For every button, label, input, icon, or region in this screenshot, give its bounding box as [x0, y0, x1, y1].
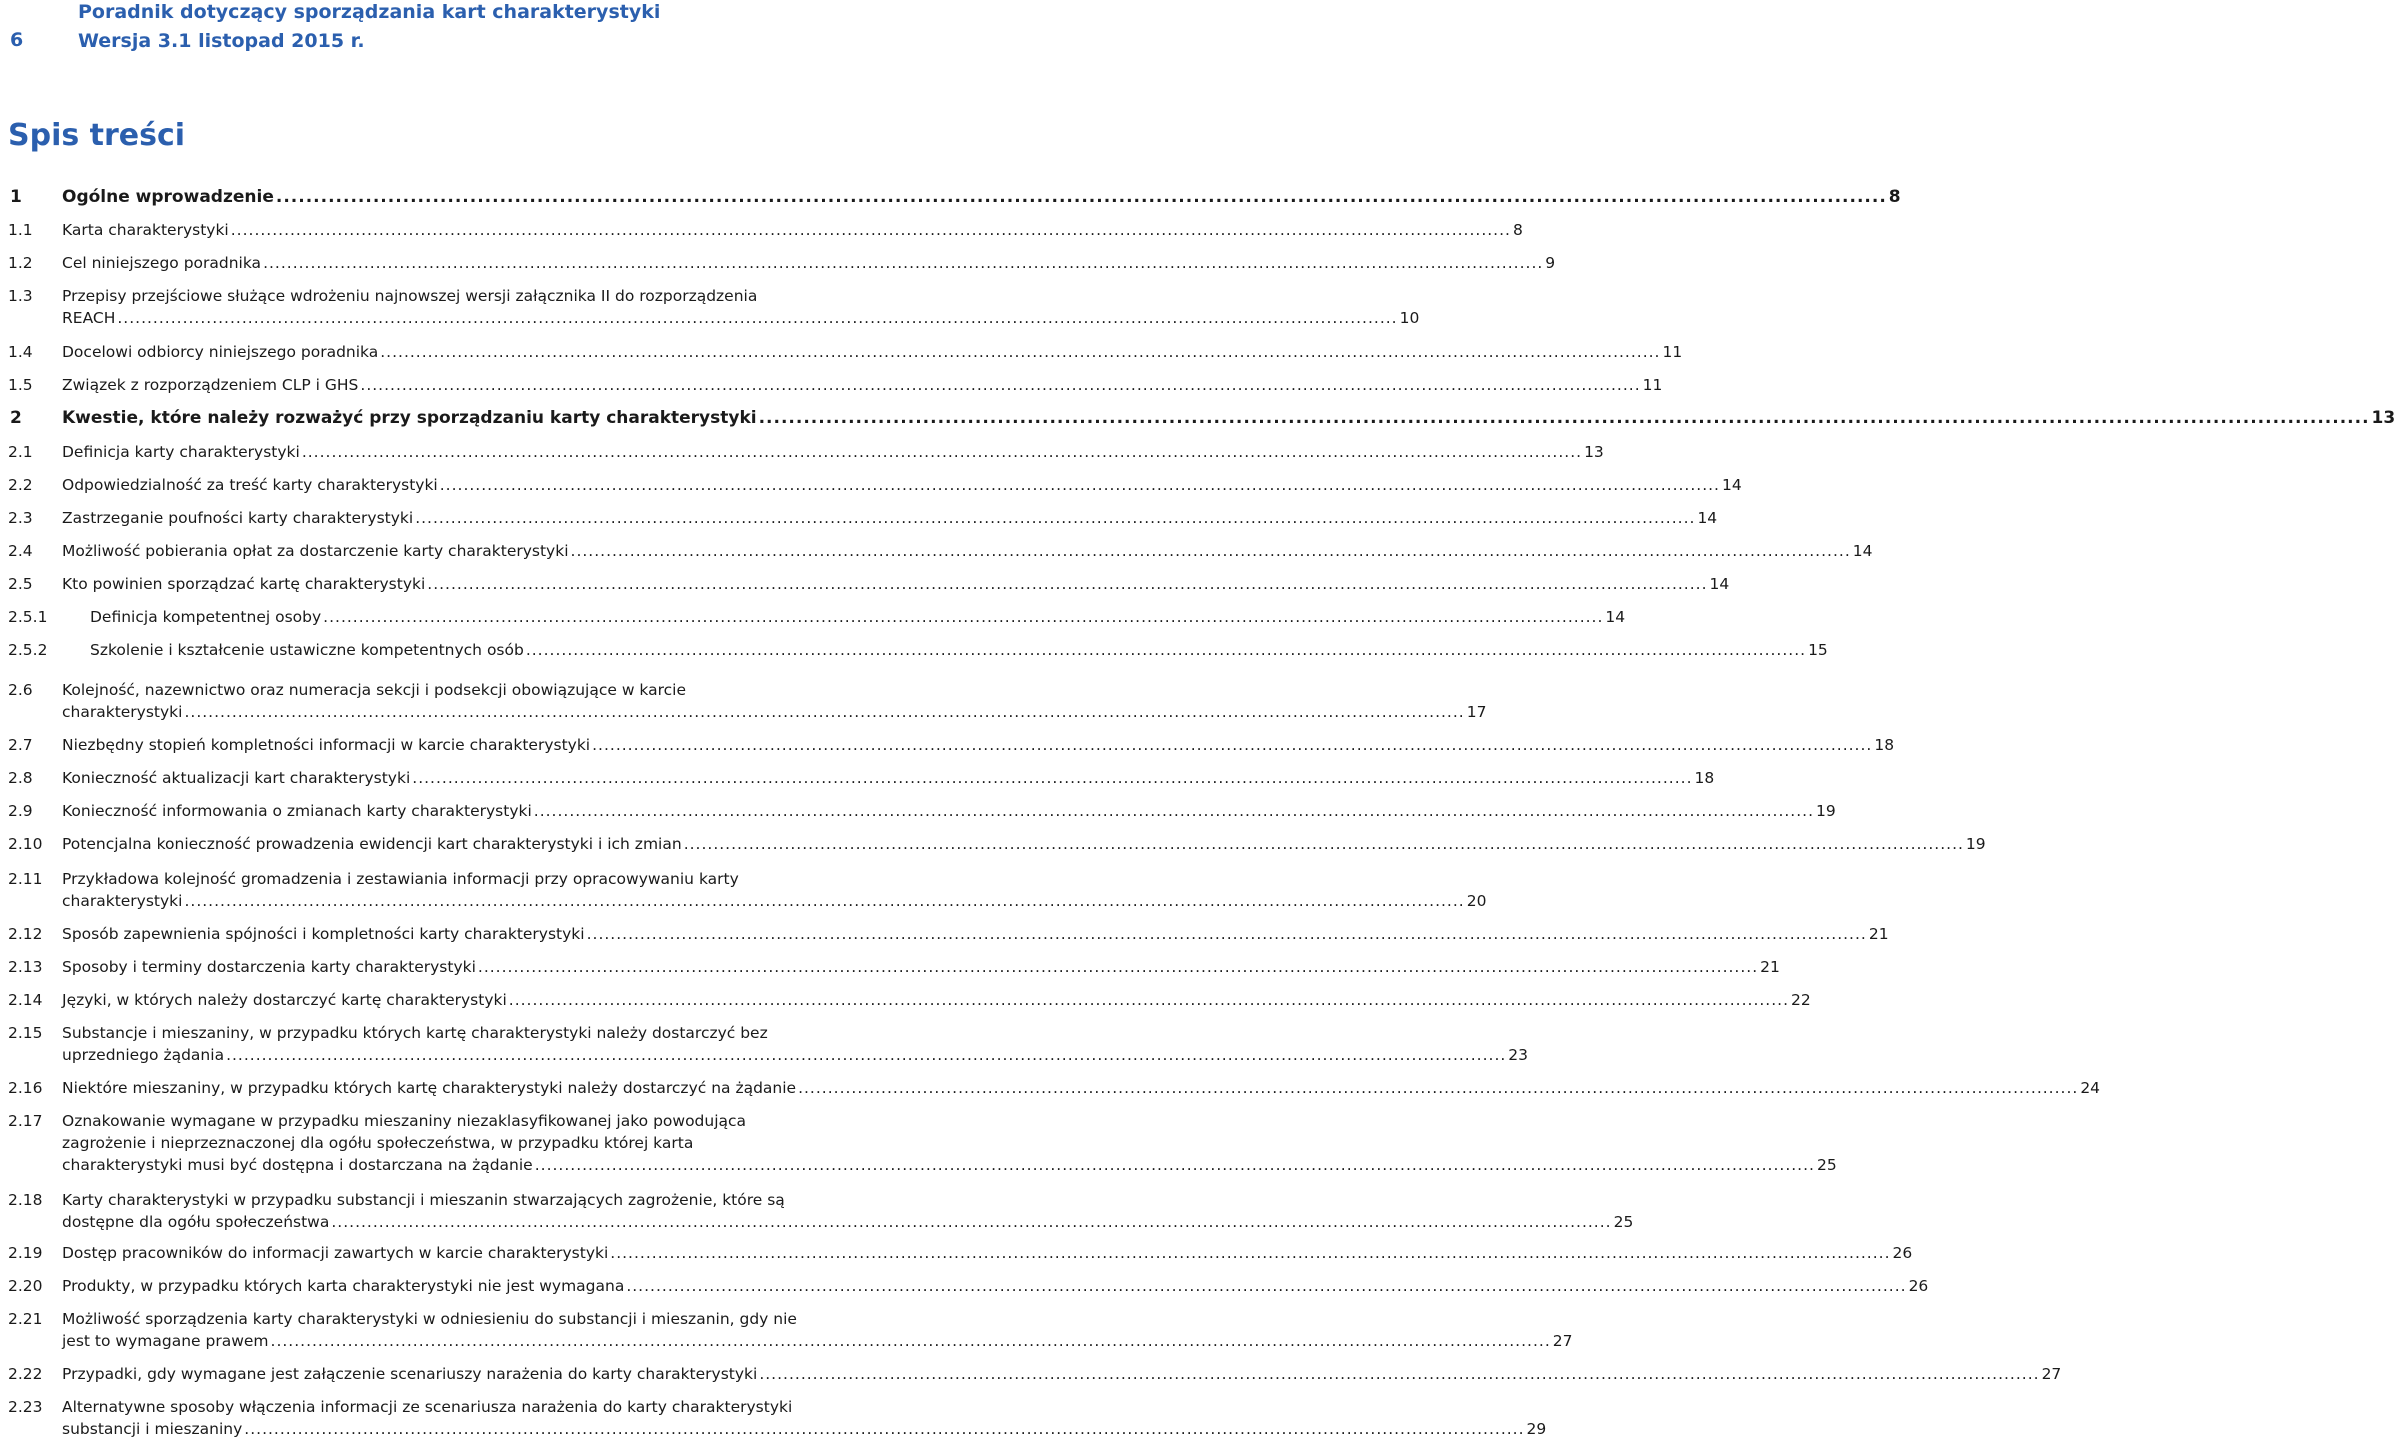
toc-entry-title: Cel niniejszego poradnika	[62, 254, 262, 272]
toc-entry-title: dostępne dla ogółu społeczeństwa	[62, 1213, 330, 1231]
toc-entry-number: 2.20	[8, 1277, 43, 1295]
toc-entry-page: 21	[1868, 925, 1889, 943]
toc-entry-page: 26	[1892, 1244, 1913, 1262]
toc-entry-title: Dostęp pracowników do informacji zawartych w karcie charakterystyki	[62, 1244, 609, 1262]
toc-entry-number: 1.1	[8, 221, 33, 239]
dot-leader	[276, 186, 1887, 208]
toc-entry-title: charakterystyki	[62, 892, 183, 910]
toc-entry-title: charakterystyki	[62, 703, 183, 721]
toc-entry-title: REACH	[62, 309, 116, 327]
toc-entry-number: 2.22	[8, 1365, 43, 1383]
toc-entry-title: Sposób zapewnienia spójności i kompletności karty charakterystyki	[62, 925, 585, 943]
toc-entry-page: 10	[1399, 309, 1420, 327]
toc-entry-page: 14	[1605, 608, 1626, 626]
toc-entry-page: 14	[1852, 542, 1873, 560]
toc-entry-page: 22	[1791, 991, 1811, 1009]
toc-entry-number: 2.2	[8, 476, 33, 494]
dot-leader	[535, 1154, 1815, 1176]
toc-entry-title: Przepisy przejściowe służące wdrożeniu najnowszej wersji załącznika II do rozporządzenia	[62, 287, 758, 305]
dot-leader	[610, 1242, 1890, 1264]
toc-entry-title: Definicja karty charakterystyki	[62, 443, 300, 461]
dot-leader	[380, 341, 1660, 363]
toc-entry-title: Możliwość sporządzenia karty charakterystyki w odniesieniu do substancji i mieszanin, gdy nie	[62, 1310, 797, 1328]
toc-entry-title: Karty charakterystyki w przypadku substancji i mieszanin stwarzających zagrożenie, które są	[62, 1191, 785, 1209]
toc-entry-title: Oznakowanie wymagane w przypadku mieszaniny niezaklasyfikowanej jako powodująca	[62, 1112, 747, 1130]
dot-leader	[626, 1275, 1906, 1297]
toc-entry-number: 2.12	[8, 925, 43, 943]
toc-entry-page: 11	[1642, 376, 1663, 394]
toc-entry-page: 13	[1584, 443, 1604, 461]
toc-entry-title: Sposoby i terminy dostarczenia karty charakterystyki	[62, 958, 476, 976]
toc-entry-number: 2.13	[8, 958, 43, 976]
toc-entry-title: charakterystyki musi być dostępna i dostarczana na żądanie	[62, 1156, 533, 1174]
toc-entry-page: 8	[1888, 187, 1901, 207]
dot-leader	[587, 923, 1867, 945]
toc-entry-number: 1.4	[8, 343, 33, 361]
toc-entry-number: 2.6	[8, 681, 33, 699]
dot-leader	[684, 833, 1964, 855]
toc-entry-number: 2.1	[8, 443, 33, 461]
dot-leader	[798, 1077, 2078, 1099]
toc-entry-page: 19	[1816, 802, 1836, 820]
page-header	[0, 0, 960, 50]
dot-leader	[360, 374, 1640, 396]
dot-leader	[415, 507, 1695, 529]
dot-leader	[263, 252, 1543, 274]
toc-entry-page: 11	[1662, 343, 1683, 361]
dot-leader	[526, 639, 1806, 661]
toc-entry-number: 2.7	[8, 736, 33, 754]
dot-leader	[592, 734, 1872, 756]
toc-entry-title: Języki, w których należy dostarczyć kartę charakterystyki	[62, 991, 507, 1009]
dot-leader	[323, 606, 1603, 628]
toc-entry-page: 26	[1908, 1277, 1929, 1295]
toc-entry-number: 2.11	[8, 870, 43, 888]
toc-entry-number: 2.16	[8, 1079, 43, 1097]
toc-entry-title: Szkolenie i kształcenie ustawiczne kompetentnych osób	[90, 641, 524, 659]
dot-leader	[271, 1330, 1551, 1352]
dot-leader	[478, 956, 1758, 978]
toc-entry-number: 2.5.1	[8, 608, 48, 626]
toc-entry-number: 2.23	[8, 1398, 43, 1416]
dot-leader	[534, 800, 1814, 822]
toc-entry-page: 8	[1512, 221, 1523, 239]
toc-entry-number: 1.2	[8, 254, 33, 272]
toc-heading: Spis treści	[8, 118, 186, 153]
dot-leader	[427, 573, 1707, 595]
toc-entry-title: Konieczność informowania o zmianach karty charakterystyki	[62, 802, 532, 820]
dot-leader	[184, 890, 1464, 912]
toc-entry-number: 2	[10, 408, 22, 428]
toc-entry-page: 27	[2041, 1365, 2062, 1383]
toc-entry-page: 25	[1816, 1156, 1837, 1174]
toc-entry-number: 1.3	[8, 287, 33, 305]
toc-entry-number: 2.14	[8, 991, 43, 1009]
toc-entry-page: 14	[1709, 575, 1730, 593]
toc-entry-title: zagrożenie i nieprzeznaczonej dla ogółu społeczeństwa, w przypadku której karta	[62, 1134, 694, 1152]
toc-entry-page: 20	[1466, 892, 1487, 910]
toc-entry-page: 25	[1613, 1213, 1634, 1231]
toc-entry-title: Produkty, w przypadku których karta charakterystyki nie jest wymagana	[62, 1277, 625, 1295]
toc-entry-page: 9	[1545, 254, 1556, 272]
dot-leader	[759, 407, 2370, 429]
dot-leader	[184, 701, 1464, 723]
header-version: Wersja 3.1 listopad 2015 r.	[78, 30, 365, 52]
toc-entry-title: Kwestie, które należy rozważyć przy sporządzaniu karty charakterystyki	[62, 408, 757, 428]
dot-leader	[231, 219, 1511, 241]
toc-entry-page: 14	[1721, 476, 1742, 494]
dot-leader	[759, 1363, 2039, 1385]
dot-leader	[412, 767, 1692, 789]
toc-entry-page: 14	[1697, 509, 1718, 527]
dot-leader	[440, 474, 1720, 496]
toc-entry-title: Kolejność, nazewnictwo oraz numeracja sekcji i podsekcji obowiązujące w karcie	[62, 681, 687, 699]
header-title: Poradnik dotyczący sporządzania kart charakterystyki	[78, 1, 661, 23]
toc-entry-title: Alternatywne sposoby włączenia informacji ze scenariusza narażenia do karty charakterystyki	[62, 1398, 793, 1416]
toc-entry-page: 17	[1466, 703, 1487, 721]
toc-entry-page: 29	[1526, 1420, 1547, 1438]
toc-entry-number: 2.9	[8, 802, 33, 820]
toc-entry-number: 1	[10, 187, 22, 207]
toc-entry-title: Substancje i mieszaniny, w przypadku których kartę charakterystyki należy dostarczyć bez	[62, 1024, 768, 1042]
toc-entry-title: Odpowiedzialność za treść karty charakterystyki	[62, 476, 438, 494]
dot-leader	[226, 1044, 1506, 1066]
toc-entry-title: Ogólne wprowadzenie	[62, 187, 274, 207]
toc-entry-number: 2.5.2	[8, 641, 48, 659]
toc-entry-title: Niektóre mieszaniny, w przypadku których kartę charakterystyki należy dostarczyć na żądanie	[62, 1079, 797, 1097]
toc-entry-number: 2.17	[8, 1112, 43, 1130]
toc-entry-title: Karta charakterystyki	[62, 221, 229, 239]
toc-entry-title: Możliwość pobierania opłat za dostarczenie karty charakterystyki	[62, 542, 569, 560]
toc-entry-number: 2.19	[8, 1244, 43, 1262]
toc-entry-page: 15	[1808, 641, 1828, 659]
toc-entry-title: Przykładowa kolejność gromadzenia i zestawiania informacji przy opracowywaniu karty	[62, 870, 739, 888]
toc-entry-page: 13	[2371, 408, 2395, 428]
toc-entry-number: 1.5	[8, 376, 33, 394]
dot-leader	[331, 1211, 1611, 1233]
toc-entry-number: 2.5	[8, 575, 33, 593]
toc-entry-page: 21	[1760, 958, 1780, 976]
dot-leader	[117, 307, 1397, 329]
toc-entry-title: Zastrzeganie poufności karty charakterystyki	[62, 509, 414, 527]
toc-entry-title: Niezbędny stopień kompletności informacji w karcie charakterystyki	[62, 736, 591, 754]
toc-entry-title: jest to wymagane prawem	[62, 1332, 269, 1350]
toc-entry-page: 19	[1965, 835, 1986, 853]
toc-entry-title: Związek z rozporządzeniem CLP i GHS	[62, 376, 359, 394]
toc-entry-number: 2.8	[8, 769, 33, 787]
toc-entry-title: Definicja kompetentnej osoby	[90, 608, 322, 626]
toc-entry-number: 2.18	[8, 1191, 43, 1209]
toc-entry-number: 2.15	[8, 1024, 43, 1042]
toc-entry-page: 27	[1552, 1332, 1573, 1350]
toc-entry-page: 18	[1694, 769, 1715, 787]
toc-entry-page: 18	[1874, 736, 1895, 754]
toc-entry-number: 2.3	[8, 509, 33, 527]
header-page-number: 6	[10, 29, 24, 51]
toc-entry-title: Potencjalna konieczność prowadzenia ewidencji kart charakterystyki i ich zmian	[62, 835, 682, 853]
dot-leader	[244, 1418, 1524, 1440]
toc-entry-title: Kto powinien sporządzać kartę charakterystyki	[62, 575, 426, 593]
toc-entry-title: substancji i mieszaniny	[62, 1420, 243, 1438]
toc-entry-title: Przypadki, gdy wymagane jest załączenie scenariuszy narażenia do karty charakterystyki	[62, 1365, 758, 1383]
toc-entry-number: 2.10	[8, 835, 43, 853]
toc-entry-page: 23	[1508, 1046, 1529, 1064]
toc-entry-number: 2.21	[8, 1310, 43, 1328]
dot-leader	[509, 989, 1789, 1011]
dot-leader	[302, 441, 1582, 463]
toc-entry-number: 2.4	[8, 542, 33, 560]
toc-entry-title: uprzedniego żądania	[62, 1046, 225, 1064]
toc-entry-title: Docelowi odbiorcy niniejszego poradnika	[62, 343, 379, 361]
toc-entry-page: 24	[2080, 1079, 2101, 1097]
toc-entry-title: Konieczność aktualizacji kart charakterystyki	[62, 769, 411, 787]
dot-leader	[571, 540, 1851, 562]
